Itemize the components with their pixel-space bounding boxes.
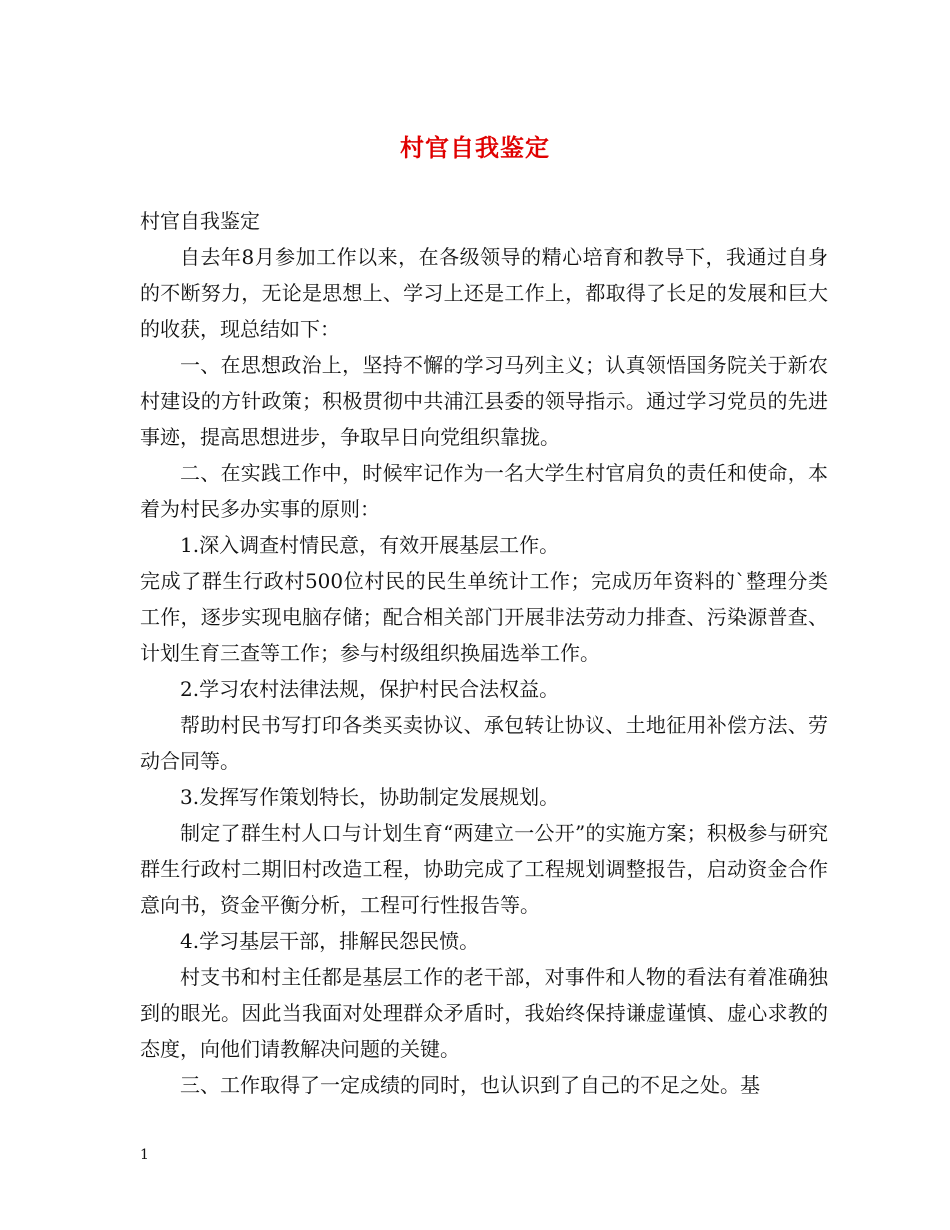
paragraph-item-4-heading: 4.学习基层干部，排解民怨民愤。 <box>180 929 480 953</box>
paragraph-section-3: 三、工作取得了一定成绩的同时，也认识到了自己的不足之处。基 <box>180 1073 760 1097</box>
paragraph-item-2-heading: 2.学习农村法律法规，保护村民合法权益。 <box>180 677 560 701</box>
paragraph-item-3-heading: 3.发挥写作策划特长，协助制定发展规划。 <box>180 785 560 809</box>
document-body <box>140 203 828 1103</box>
paragraph-heading: 村官自我鉴定 <box>140 209 260 233</box>
paragraph-item-1-body: 完成了群生行政村500位村民的民生单统计工作；完成历年资料的`整理分类工作，逐步实现电脑存储；配合相关部门开展非法劳动力排查、污染源普查、计划生育三查等工作；参与村级组织换届选举工作。 <box>140 569 828 665</box>
page-number: 1 <box>140 1147 149 1163</box>
paragraph-section-1: 一、在思想政治上，坚持不懈的学习马列主义；认真领悟国务院关于新农村建设的方针政策；积极贯彻中共浦江县委的领导指示。通过学习党员的先进事迹，提高思想进步，争取早日向党组织靠拢。 <box>140 353 828 449</box>
paragraph-item-3-body: 制定了群生村人口与计划生育“两建立一公开”的实施方案；积极参与研究群生行政村二期旧村改造工程，协助完成了工程规划调整报告，启动资金合作意向书，资金平衡分析，工程可行性报告等。 <box>140 821 828 917</box>
paragraph-item-1-heading: 1.深入调查村情民意，有效开展基层工作。 <box>180 533 560 557</box>
document-title: 村官自我鉴定 <box>400 133 550 162</box>
paragraph-item-2-body: 帮助村民书写打印各类买卖协议、承包转让协议、土地征用补偿方法、劳动合同等。 <box>140 713 828 773</box>
paragraph-intro: 自去年8月参加工作以来，在各级领导的精心培育和教导下，我通过自身的不断努力，无论是思想上、学习上还是工作上，都取得了长足的发展和巨大的收获，现总结如下： <box>140 245 828 341</box>
paragraph-item-4-body: 村支书和村主任都是基层工作的老干部，对事件和人物的看法有着准确独到的眼光。因此当我面对处理群众矛盾时，我始终保持谦虚谨慎、虚心求教的态度，向他们请教解决问题的关键。 <box>140 965 828 1061</box>
paragraph-section-2: 二、在实践工作中，时候牢记作为一名大学生村官肩负的责任和使命，本着为村民多办实事的原则： <box>140 461 828 521</box>
